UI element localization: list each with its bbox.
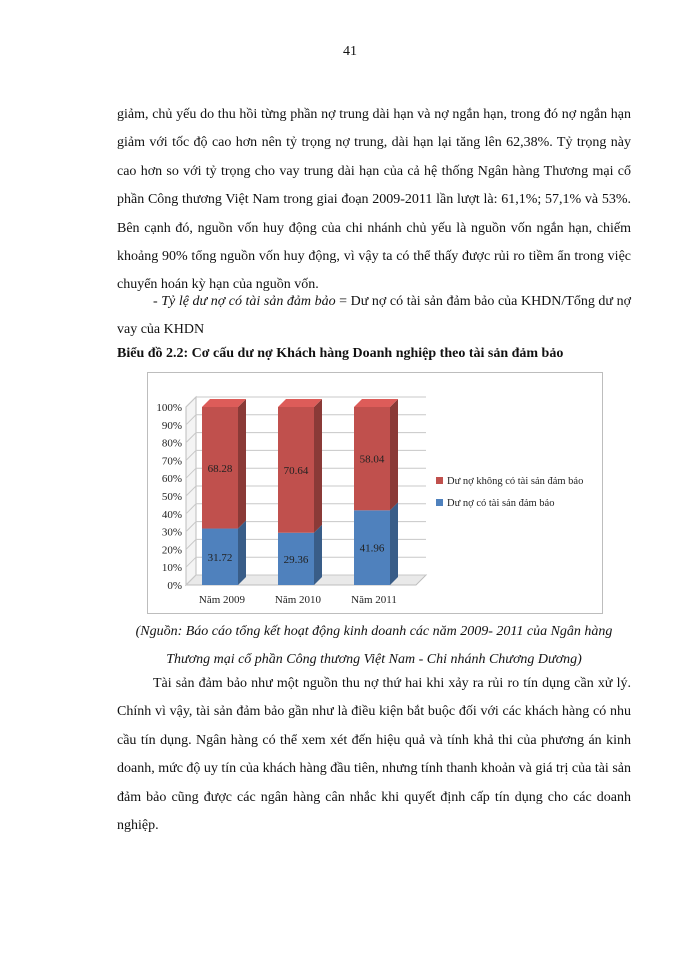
body-paragraph-2 bbox=[117, 288, 631, 345]
y-tick-label: 100% bbox=[156, 402, 182, 414]
body-paragraph-1: giảm, chủ yếu do thu hồi từng phần nợ trung dài hạn và nợ ngắn hạn, trong đó nợ ngắn hạn giảm với tốc độ cao hơn nên tỷ trọng nợ trung, dài hạn lại tăng lên 62,38%. Tỷ trọng này cao hơn so với tỷ trọng cho vay trung dài hạn của cả hệ thống Ngân hàng Thương mại cổ phần Công thương Việt Nam trong giai đoạn 2009-2011 lần lượt là: 61,1%; 57,1% và 53%. Bên cạnh đó, nguồn vốn huy động của chi nhánh chủ yếu là nguồn vốn ngắn hạn, chiếm khoảng 90% tổng nguồn vốn huy động, vì vậy ta có thể thấy được rủi ro tiềm ẩn trong việc chuyển hoán kỳ hạn của nguồn vốn. bbox=[117, 107, 631, 293]
source-line-2: Thương mại cổ phần Công thương Việt Nam - Chi nhánh Chương Dương) bbox=[166, 652, 582, 668]
legend-swatch bbox=[436, 477, 443, 484]
ratio-term: Tỷ lệ dư nợ có tài sản đảm bảo bbox=[161, 294, 336, 309]
y-tick-label: 70% bbox=[161, 455, 182, 468]
x-category-label: Năm 2011 bbox=[351, 594, 397, 606]
data-label: 58.04 bbox=[359, 453, 385, 466]
legend-label: Dư nợ không có tài sản đảm bảo bbox=[447, 476, 584, 487]
bar-segment-side bbox=[238, 521, 246, 585]
y-tick-label: 90% bbox=[161, 419, 182, 432]
figure-source bbox=[117, 618, 631, 675]
bullet-dash: - bbox=[153, 294, 162, 309]
page-number: 41 bbox=[343, 44, 357, 59]
y-tick-label: 0% bbox=[167, 580, 182, 592]
bar-segment-side bbox=[314, 525, 322, 585]
y-tick-label: 10% bbox=[161, 562, 182, 575]
legend-label: Dư nợ có tài sản đảm bảo bbox=[447, 498, 555, 509]
y-tick-label: 30% bbox=[161, 526, 182, 539]
data-label: 68.28 bbox=[207, 462, 233, 475]
x-category-label: Năm 2009 bbox=[198, 594, 246, 606]
ratio-definition: = Dư nợ có tài sản đảm bảo của KHDN/Tổng dư nợ vay của KHDN bbox=[117, 294, 631, 338]
data-label: 29.36 bbox=[283, 553, 309, 566]
chart-frame bbox=[147, 372, 603, 614]
data-label: 70.64 bbox=[283, 464, 309, 477]
figure-caption: Biểu đồ 2.2: Cơ cấu dư nợ Khách hàng Doanh nghiệp theo tài sản đảm bảo bbox=[117, 346, 564, 361]
data-label: 41.96 bbox=[359, 542, 385, 555]
source-line-1: (Nguồn: Báo cáo tổng kết hoạt động kinh doanh các năm 2009- 2011 của Ngân hàng bbox=[135, 624, 613, 639]
bar-segment-side bbox=[390, 399, 398, 510]
y-tick-label: 40% bbox=[161, 508, 182, 521]
y-tick-label: 50% bbox=[161, 491, 182, 503]
y-tick-label: 80% bbox=[161, 437, 182, 450]
y-tick-label: 20% bbox=[161, 544, 182, 557]
legend-swatch bbox=[436, 499, 443, 506]
bar-segment-side bbox=[314, 399, 322, 533]
x-category-label: Năm 2010 bbox=[274, 594, 322, 606]
bar-segment-side bbox=[390, 502, 398, 585]
y-tick-label: 60% bbox=[161, 473, 182, 486]
bar-segment-side bbox=[238, 399, 246, 529]
data-label: 31.72 bbox=[207, 551, 233, 564]
body-paragraph-3: Tài sản đảm bảo như một nguồn thu nợ thứ hai khi xảy ra rủi ro tín dụng cần xử lý. Chính vì vậy, tài sản đảm bảo gần như là điều kiện bắt buộc đối với các khách hàng có nhu cầu tín dụng. Ngân hàng có thể xem xét đến hiệu quả và tính khả thi của phương án kinh doanh, mức độ uy tín của khách hàng đầu tiên, nhưng tính thanh khoản và giá trị của tài sản đảm bảo cũng được các ngân hàng cân nhắc khi quyết định cấp tín dụng cho các doanh nghiệp. bbox=[117, 676, 631, 834]
stacked-bar-chart bbox=[148, 373, 602, 613]
